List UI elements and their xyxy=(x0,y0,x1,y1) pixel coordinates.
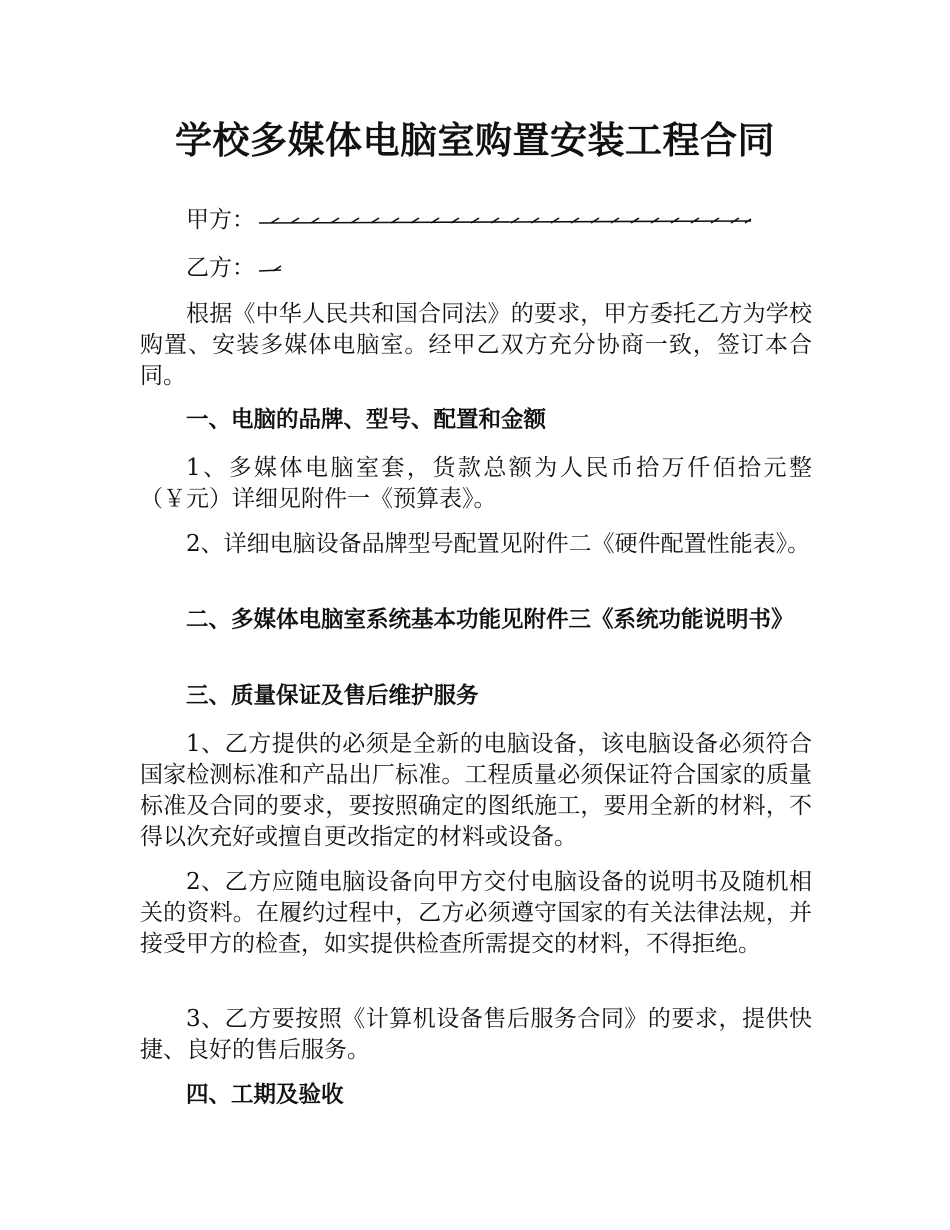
party-a-label: 甲方： xyxy=(186,207,255,233)
section-3-heading: 三、质量保证及售后维护服务 xyxy=(186,683,479,709)
section-3-clause-2: 2、乙方应随电脑设备向甲方交付电脑设备的说明书及随机相关的资料。在履约过程中，乙方必须遵守国家的有关法律法规，并接受甲方的检查，如实提供检查所需提交的材料，不得拒绝。 xyxy=(140,869,812,957)
section-1-clause-2: 2、详细电脑设备品牌型号配置见附件二《硬件配置性能表》。 xyxy=(186,531,811,557)
party-a-line xyxy=(186,205,753,236)
party-b-line xyxy=(186,253,283,284)
section-4-heading: 四、工期及验收 xyxy=(186,1082,344,1108)
section-1-clause-1: 1、多媒体电脑室套，货款总额为人民币拾万仟佰拾元整（￥元）详细见附件一《预算表》。 xyxy=(140,455,812,512)
section-1-heading: 一、电脑的品牌、型号、配置和金额 xyxy=(186,407,547,433)
section-2-heading: 二、多媒体电脑室系统基本功能见附件三《系统功能说明书》 xyxy=(186,607,794,633)
section-3-clause-1: 1、乙方提供的必须是全新的电脑设备，该电脑设备必须符合国家检测标准和产品出厂标准。工程质量必须保证符合国家的质量标准及合同的要求，要按照确定的图纸施工，要用全新的材料，不得以次充好或擅自更改指定的材料或设备。 xyxy=(140,731,812,850)
party-b-blank-line xyxy=(257,262,283,276)
section-3-clause-3: 3、乙方要按照《计算机设备售后服务合同》的要求，提供快捷、良好的售后服务。 xyxy=(140,1006,812,1063)
party-a-blank-line xyxy=(257,214,753,228)
party-b-label: 乙方： xyxy=(186,255,255,281)
intro-paragraph: 根据《中华人民共和国合同法》的要求，甲方委托乙方为学校购置、安装多媒体电脑室。经甲乙双方充分协商一致，签订本合同。 xyxy=(140,301,812,389)
contract-title: 学校多媒体电脑室购置安装工程合同 xyxy=(175,119,775,162)
